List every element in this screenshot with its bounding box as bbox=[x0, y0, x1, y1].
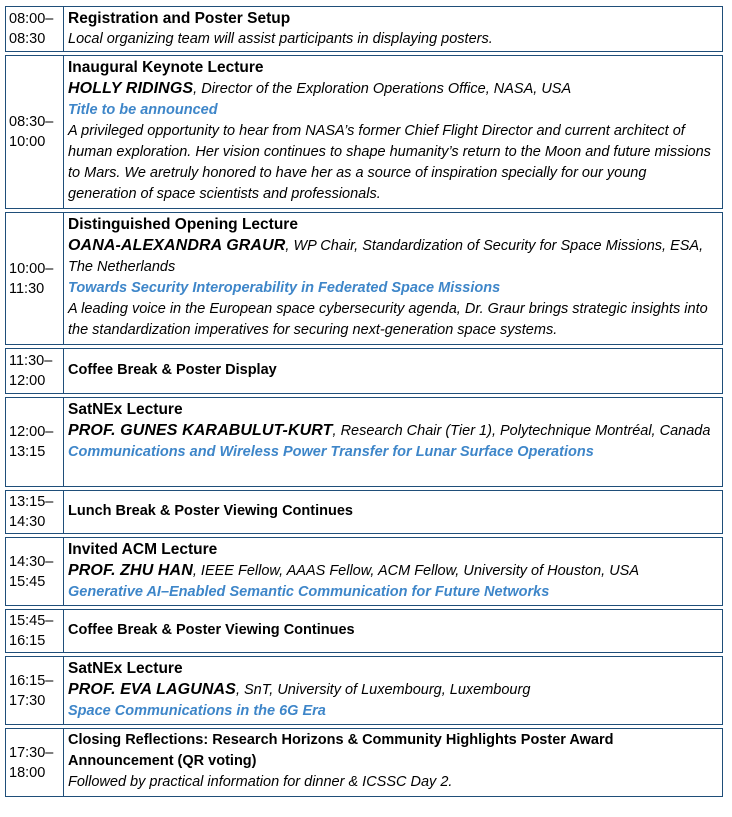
time-end: 10:00 bbox=[9, 134, 46, 150]
speaker-affiliation: , WP Chair, Standardization of Security for Space Missions, ESA, The Netherlands bbox=[68, 238, 704, 275]
session-content bbox=[64, 213, 722, 344]
time-end: 18:00 bbox=[9, 764, 46, 781]
time-end: 12:00 bbox=[9, 373, 46, 389]
session-description: A leading voice in the European space cybersecurity agenda, Dr. Graur brings strategic insights into the standardization imperatives for securing next-generation space systems. bbox=[68, 301, 708, 338]
session-row bbox=[5, 348, 723, 394]
session-row bbox=[5, 656, 723, 725]
session-time bbox=[6, 657, 64, 724]
session-content bbox=[64, 491, 722, 533]
talk-title: Towards Security Interoperability in Federated Space Missions bbox=[68, 280, 501, 296]
time-end: 13:15 bbox=[9, 444, 46, 460]
time-end: 08:30 bbox=[9, 31, 46, 47]
session-row bbox=[5, 609, 723, 653]
session-title: Inaugural Keynote Lecture bbox=[68, 59, 264, 76]
session-row bbox=[5, 490, 723, 534]
session-content bbox=[64, 7, 722, 51]
time-end: 11:30 bbox=[9, 280, 45, 297]
session-row bbox=[5, 537, 723, 606]
session-row bbox=[5, 728, 723, 797]
speaker-name: HOLLY RIDINGS bbox=[68, 80, 194, 97]
time-end: 15:45 bbox=[9, 573, 46, 590]
session-content bbox=[64, 729, 722, 796]
session-title: Lunch Break & Poster Viewing Continues bbox=[68, 503, 353, 519]
session-time bbox=[6, 610, 64, 652]
speaker-name: PROF. ZHU HAN bbox=[68, 562, 193, 579]
time-start: 10:00– bbox=[9, 260, 54, 277]
session-title: SatNEx Lecture bbox=[68, 660, 183, 677]
time-start: 15:45– bbox=[9, 613, 54, 629]
session-title: Closing Reflections: Research Horizons & Community Highlights Poster Award Announcement (QR voting) bbox=[68, 732, 614, 769]
session-title: Invited ACM Lecture bbox=[68, 541, 218, 558]
speaker-line bbox=[68, 420, 718, 442]
session-title: Distinguished Opening Lecture bbox=[68, 216, 298, 233]
time-start: 12:00– bbox=[9, 424, 54, 440]
speaker-line bbox=[68, 560, 718, 582]
session-time bbox=[6, 398, 64, 486]
session-title: SatNEx Lecture bbox=[68, 401, 183, 418]
schedule-table bbox=[5, 6, 723, 800]
talk-title: Generative AI–Enabled Semantic Communication for Future Networks bbox=[68, 584, 550, 600]
time-start: 16:15– bbox=[9, 672, 54, 689]
session-content bbox=[64, 56, 722, 208]
speaker-affiliation: , IEEE Fellow, AAAS Fellow, ACM Fellow, University of Houston, USA bbox=[192, 563, 640, 579]
session-time bbox=[6, 729, 64, 796]
time-start: 08:00– bbox=[9, 11, 54, 27]
time-start: 14:30– bbox=[9, 553, 54, 570]
session-content bbox=[64, 610, 722, 652]
session-content bbox=[64, 349, 722, 393]
speaker-line bbox=[68, 235, 718, 278]
time-start: 11:30– bbox=[9, 353, 53, 369]
session-time bbox=[6, 7, 64, 51]
session-title: Registration and Poster Setup bbox=[68, 10, 291, 27]
speaker-affiliation: , SnT, University of Luxembourg, Luxembourg bbox=[235, 682, 531, 698]
session-row bbox=[5, 55, 723, 209]
session-description: A privileged opportunity to hear from NASA’s former Chief Flight Director and current architect of human exploration. Her vision continues to shape humanity’s return to the Moon and future missions to Mars. We aretruly honored to have her as a source of inspiration specially for our young generation of space scientists and professionals. bbox=[68, 123, 711, 202]
speaker-name: PROF. GUNES KARABULUT-KURT bbox=[68, 422, 333, 439]
session-time bbox=[6, 538, 64, 605]
talk-title: Space Communications in the 6G Era bbox=[68, 703, 326, 719]
talk-title: Title to be announced bbox=[68, 102, 218, 118]
session-title: Coffee Break & Poster Display bbox=[68, 362, 277, 378]
speaker-name: OANA-ALEXANDRA GRAUR bbox=[68, 237, 286, 254]
session-title: Coffee Break & Poster Viewing Continues bbox=[68, 622, 355, 638]
time-start: 17:30– bbox=[9, 744, 54, 761]
session-content bbox=[64, 657, 722, 724]
session-content bbox=[64, 398, 722, 486]
session-row bbox=[5, 212, 723, 345]
speaker-affiliation: , Research Chair (Tier 1), Polytechnique Montréal, Canada bbox=[332, 423, 711, 439]
session-time bbox=[6, 349, 64, 393]
talk-title: Communications and Wireless Power Transfer for Lunar Surface Operations bbox=[68, 444, 594, 460]
speaker-name: PROF. EVA LAGUNAS bbox=[68, 681, 236, 698]
time-start: 08:30– bbox=[9, 114, 54, 130]
time-end: 16:15 bbox=[9, 633, 46, 649]
speaker-line bbox=[68, 679, 718, 701]
session-note: Local organizing team will assist participants in displaying posters. bbox=[68, 31, 493, 47]
speaker-affiliation: , Director of the Exploration Operations Office, NASA, USA bbox=[193, 81, 572, 97]
speaker-line bbox=[68, 78, 718, 100]
session-row bbox=[5, 6, 723, 52]
session-note: Followed by practical information for dinner & ICSSC Day 2. bbox=[68, 774, 453, 790]
session-time bbox=[6, 56, 64, 208]
session-content bbox=[64, 538, 722, 605]
session-time bbox=[6, 213, 64, 344]
time-start: 13:15– bbox=[9, 494, 54, 510]
time-end: 14:30 bbox=[9, 514, 46, 530]
session-time bbox=[6, 491, 64, 533]
time-end: 17:30 bbox=[9, 692, 46, 709]
session-row bbox=[5, 397, 723, 487]
